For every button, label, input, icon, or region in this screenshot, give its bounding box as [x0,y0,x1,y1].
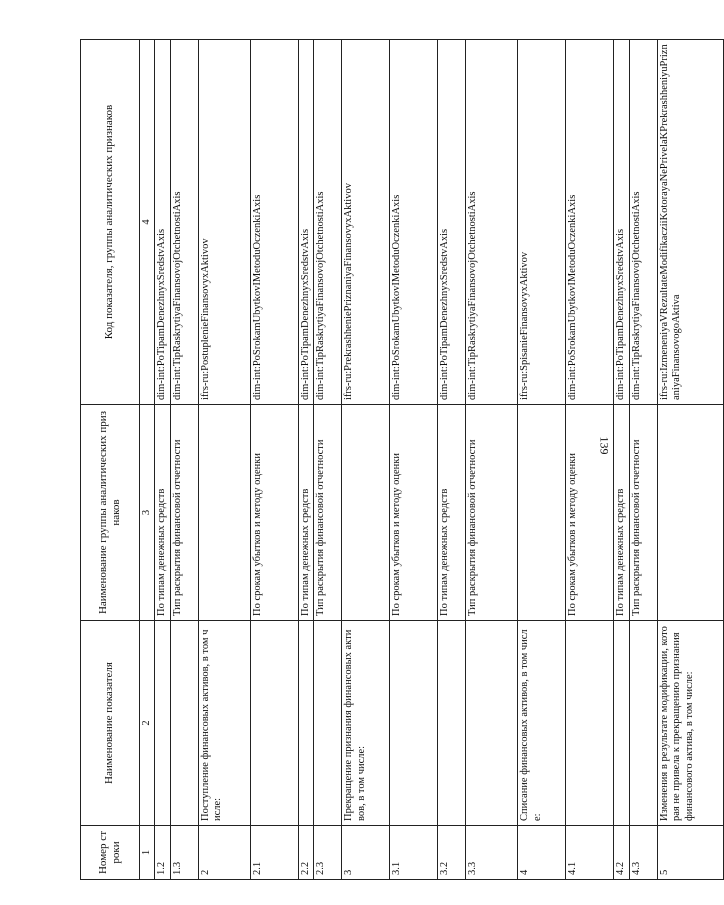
header-group-name: Наименование группы аналитических признаков [81,405,140,621]
table-row [518,40,566,880]
table-row [390,40,438,880]
table-row [566,40,614,880]
group-name: По типам денежных средств [155,405,171,621]
table-row [438,40,466,880]
indicator-name [250,621,298,826]
header-indicator-name: Наименование показателя [81,621,140,826]
group-name: Тип раскрытия финансовой отчетности [314,405,342,621]
indicator-code: dim-int:TipRaskrytiyaFinansovojOtchetnostiAxis [314,40,342,405]
indicator-name: Изменения в результате модификации, которая не привела к прекращению признания финансового актива, в том числе: [657,621,723,826]
group-name: По срокам убытков и методу оценки [250,405,298,621]
row-number: 3 [342,826,390,880]
indicator-code: ifrs-ru:PrekrashheniePriznaniyaFinansovyxAktivov [342,40,390,405]
indicator-name [629,621,657,826]
table-row [250,40,298,880]
row-number: 4.1 [566,826,614,880]
indicator-code: dim-int:TipRaskrytiyaFinansovojOtchetnostiAxis [466,40,518,405]
group-name: По типам денежных средств [438,405,466,621]
group-name [518,405,566,621]
table-row [170,40,198,880]
indicator-code: dim-int:PoSrokamUbytkovIMetoduOczenkiAxis [390,40,438,405]
indicator-name [614,621,630,826]
indicator-code: dim-int:TipRaskrytiyaFinansovojOtchetnostiAxis [629,40,657,405]
table-header-row [81,40,140,880]
indicator-code: dim-int:PoSrokamUbytkovIMetoduOczenkiAxis [566,40,614,405]
indicator-name [155,621,171,826]
indicator-code: dim-int:PoTipamDenezhnyxSredstvAxis [298,40,314,405]
row-number: 4 [518,826,566,880]
indicator-name [390,621,438,826]
page-number: 139 [597,436,612,455]
indicator-code: ifrs-ru:IzmeneniyaVRezultateModifikacziiKotorayaNePrivelaKPrekrashheniyuPriznaniyaFinansovogoAktiva [657,40,723,405]
row-number: 1.2 [155,826,171,880]
group-name: Тип раскрытия финансовой отчетности [629,405,657,621]
indicator-code: dim-int:PoTipamDenezhnyxSredstvAxis [155,40,171,405]
header-code: Код показателя, группы аналитических признаков [81,40,140,405]
table-row [198,40,250,880]
indicator-name [466,621,518,826]
group-name: По типам денежных средств [614,405,630,621]
indicator-code: dim-int:PoTipamDenezhnyxSredstvAxis [614,40,630,405]
indicator-name [566,621,614,826]
column-number: 3 [140,405,155,621]
indicator-name [170,621,198,826]
table-row [314,40,342,880]
row-number: 3.1 [390,826,438,880]
row-number: 2.2 [298,826,314,880]
table-row [629,40,657,880]
row-number: 3.2 [438,826,466,880]
column-number-row [140,40,155,880]
table-row [466,40,518,880]
table-row [155,40,171,880]
group-name: Тип раскрытия финансовой отчетности [170,405,198,621]
group-name: По срокам убытков и методу оценки [566,405,614,621]
table-row [342,40,390,880]
row-number: 4.3 [629,826,657,880]
row-number: 2.1 [250,826,298,880]
indicator-name [298,621,314,826]
table-row [657,40,723,880]
indicator-code: ifrs-ru:PostuplenieFinansovyxAktivov [198,40,250,405]
row-number: 4.2 [614,826,630,880]
column-number: 2 [140,621,155,826]
column-number: 1 [140,826,155,880]
group-name [657,405,723,621]
group-name [198,405,250,621]
indicator-name: Поступление финансовых активов, в том числе: [198,621,250,826]
row-number: 5 [657,826,723,880]
indicator-name: Списание финансовых активов, в том числе: [518,621,566,826]
table-row [298,40,314,880]
indicator-name [314,621,342,826]
table-row [614,40,630,880]
row-number: 3.3 [466,826,518,880]
row-number: 2.3 [314,826,342,880]
indicator-code: ifrs-ru:SpisanieFinansovyxAktivov [518,40,566,405]
indicator-code: dim-int:PoSrokamUbytkovIMetoduOczenkiAxis [250,40,298,405]
group-name [342,405,390,621]
indicator-name: Прекращение признания финансовых активов, в том числе: [342,621,390,826]
column-number: 4 [140,40,155,405]
indicator-code: dim-int:PoTipamDenezhnyxSredstvAxis [438,40,466,405]
indicator-code: dim-int:TipRaskrytiyaFinansovojOtchetnostiAxis [170,40,198,405]
indicator-name [438,621,466,826]
indicator-table [80,39,724,880]
header-row-number: Номер строки [81,826,140,880]
group-name: По срокам убытков и методу оценки [390,405,438,621]
row-number: 2 [198,826,250,880]
row-number: 1.3 [170,826,198,880]
group-name: Тип раскрытия финансовой отчетности [466,405,518,621]
group-name: По типам денежных средств [298,405,314,621]
